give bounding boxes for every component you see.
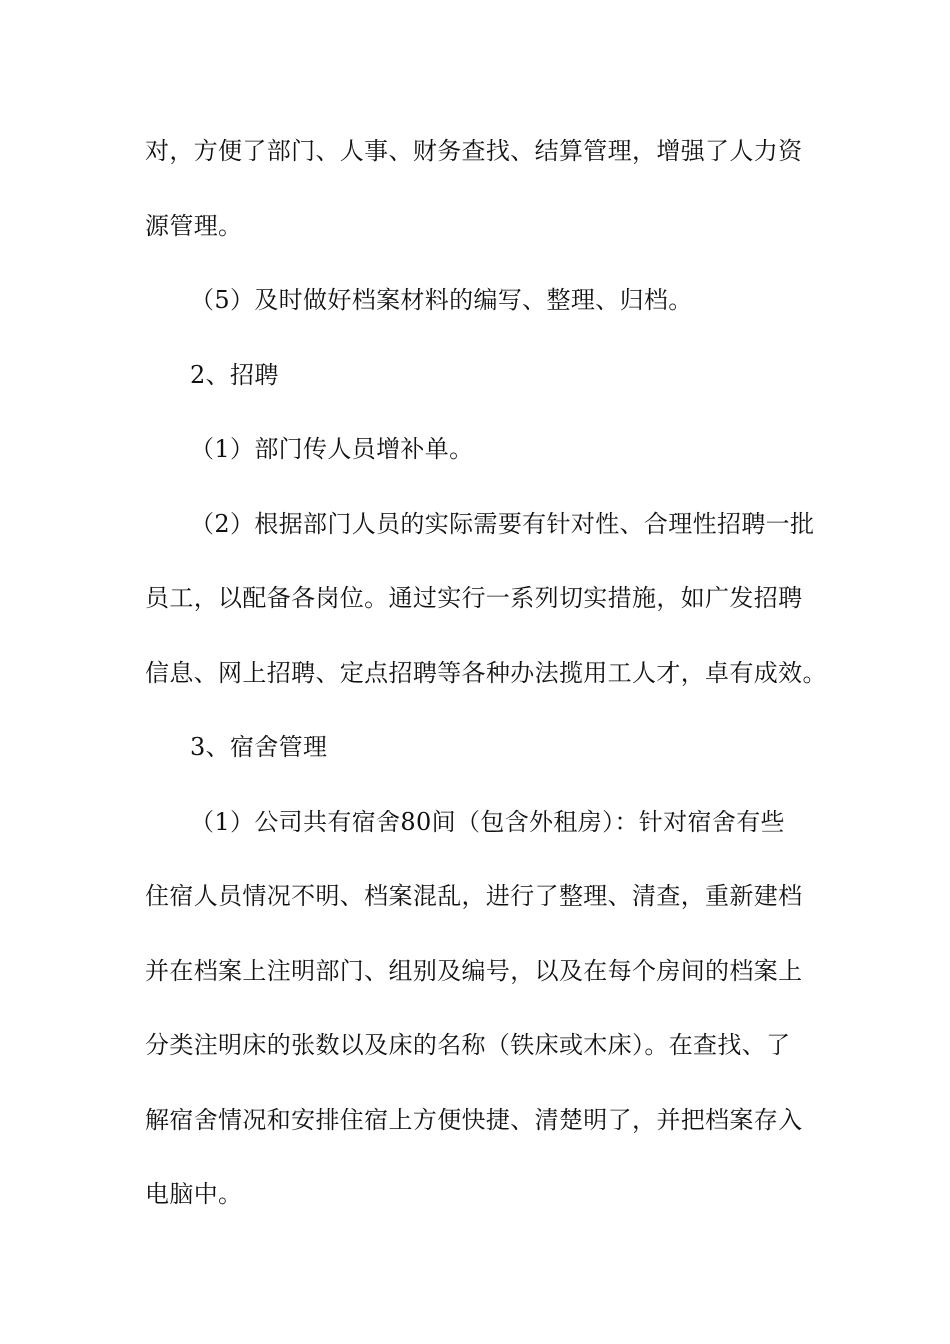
- text-line: （2）根据部门人员的实际需要有针对性、合理性招聘一批: [190, 510, 815, 538]
- text-line: 住宿人员情况不明、档案混乱，进行了整理、清查，重新建档: [145, 882, 803, 910]
- text-line: 员工，以配备各岗位。通过实行一系列切实措施，如广发招聘: [145, 584, 803, 612]
- text-line: （1）部门传人员增补单。: [190, 435, 474, 463]
- text-line: 解宿舍情况和安排住宿上方便快捷、清楚明了，并把档案存入: [145, 1106, 803, 1134]
- text-line: 并在档案上注明部门、组别及编号，以及在每个房间的档案上: [145, 957, 803, 985]
- section-heading: 3、宿舍管理: [190, 733, 328, 761]
- text-line: 对，方便了部门、人事、财务查找、结算管理，增强了人力资: [145, 137, 803, 165]
- text-line: 分类注明床的张数以及床的名称（铁床或木床）。在查找、了: [145, 1031, 791, 1059]
- text-line: （5）及时做好档案材料的编写、整理、归档。: [190, 286, 693, 314]
- text-line: 源管理。: [145, 212, 243, 240]
- text-line: 电脑中。: [145, 1180, 243, 1208]
- text-line: （1）公司共有宿舍80间（包含外租房）：针对宿舍有些: [190, 808, 785, 836]
- text-line: 信息、网上招聘、定点招聘等各种办法揽用工人才，卓有成效。: [145, 659, 827, 687]
- section-heading: 2、招聘: [190, 361, 279, 389]
